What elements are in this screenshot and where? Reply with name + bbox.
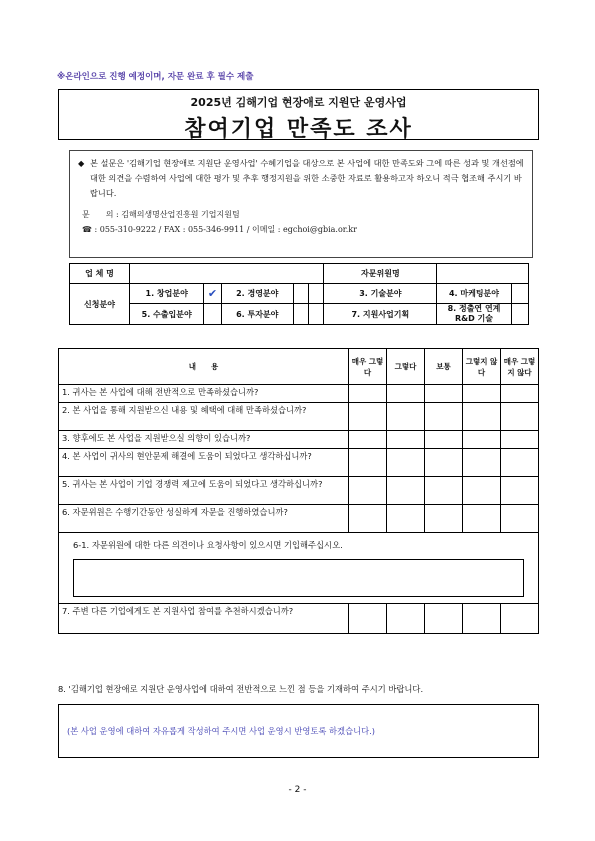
answer-cell[interactable] xyxy=(425,385,463,403)
answer-cell[interactable] xyxy=(349,403,387,431)
answer-cell[interactable] xyxy=(425,403,463,431)
page-title: 참여기업 만족도 조사 xyxy=(184,116,413,142)
advisor-name-input[interactable] xyxy=(437,264,529,284)
contact-line-2: ☎ : 055-310-9222 / FAX : 055-346-9911 / 이메일 : egchoi@gbia.or.kr xyxy=(82,225,357,234)
advisor-name-label: 자문위원명 xyxy=(324,264,437,284)
answer-cell[interactable] xyxy=(463,431,501,449)
answer-cell[interactable] xyxy=(349,449,387,477)
question: 5. 귀사는 본 사업이 기업 경쟁력 제고에 도움이 되었다고 생각하십니까? xyxy=(59,477,349,505)
field-checkbox[interactable] xyxy=(293,304,308,325)
answer-cell[interactable] xyxy=(425,477,463,505)
answer-cell[interactable] xyxy=(387,431,425,449)
spacer-cell xyxy=(309,284,324,304)
q8-label: 8. '김해기업 현장애로 지원단 운영사업에 대하여 전반적으로 느낀 점 등을 기재하여 주시기 바랍니다. xyxy=(58,684,424,694)
content-header: 내 용 xyxy=(59,349,349,385)
field-checkbox[interactable] xyxy=(204,304,221,325)
field-option: 7. 지원사업기획 xyxy=(324,304,437,325)
answer-cell[interactable] xyxy=(501,385,539,403)
answer-cell[interactable] xyxy=(349,385,387,403)
survey-table xyxy=(58,348,539,634)
field-option: 4. 마케팅분야 xyxy=(437,284,511,304)
diamond-bullet-icon: ◆ xyxy=(78,158,85,168)
title-box xyxy=(58,89,539,140)
question: 4. 본 사업이 귀사의 현안문제 해결에 도움이 되었다고 생각하십니까? xyxy=(59,449,349,477)
q8-placeholder: (본 사업 운영에 대하여 자유롭게 작성하여 주시면 사업 운영시 반영토록 하겠습니다.) xyxy=(67,726,375,736)
answer-cell[interactable] xyxy=(425,604,463,634)
answer-cell[interactable] xyxy=(349,604,387,634)
answer-cell[interactable] xyxy=(463,385,501,403)
company-name-label: 업 체 명 xyxy=(70,264,130,284)
answer-cell[interactable] xyxy=(387,385,425,403)
answer-cell[interactable] xyxy=(463,477,501,505)
answer-cell[interactable] xyxy=(463,604,501,634)
question: 7. 주변 다른 기업에게도 본 지원사업 참여를 추천하시겠습니까? xyxy=(59,604,349,634)
page-number: - 2 - xyxy=(288,785,307,795)
answer-cell[interactable] xyxy=(425,505,463,533)
field-checkbox[interactable] xyxy=(511,304,528,325)
spacer-cell xyxy=(309,304,324,325)
question: 6. 자문위원은 수행기간동안 성실하게 자문을 진행하였습니까? xyxy=(59,505,349,533)
field-option: 6. 투자분야 xyxy=(221,304,293,325)
answer-cell[interactable] xyxy=(387,477,425,505)
company-info-table xyxy=(69,263,529,325)
notice-text: ※온라인으로 진행 예정이며, 자문 완료 후 필수 제출 xyxy=(57,72,254,82)
intro-paragraph xyxy=(78,156,524,201)
answer-cell[interactable] xyxy=(501,505,539,533)
question: 3. 향후에도 본 사업을 지원받으실 의향이 있습니까? xyxy=(59,431,349,449)
answer-cell[interactable] xyxy=(463,505,501,533)
answer-cell[interactable] xyxy=(501,604,539,634)
answer-cell[interactable] xyxy=(463,449,501,477)
title-sub: 2025년 김해기업 현장애로 지원단 운영사업 xyxy=(190,96,407,109)
contact-line-1: 문 의 : 김해의생명산업진흥원 기업지원팀 xyxy=(82,210,240,219)
intro-box xyxy=(69,150,533,258)
field-option: 8. 정출연 연계 R&D 기술 xyxy=(437,304,511,325)
field-label: 신청분야 xyxy=(70,284,130,325)
field-option: 5. 수출입분야 xyxy=(130,304,204,325)
field-checkbox[interactable] xyxy=(293,284,308,304)
intro-text: 본 설문은 '김해기업 현장애로 지원단 운영사업' 수혜기업을 대상으로 본 사업에 대한 만족도와 그에 따른 성과 및 개선점에 대한 의견을 수렴하여 사업에 대한 평가 및 추후 행정지원을 위한 소중한 자료로 활용하고자 하오니 적극 협조해 주시기 바랍니다. xyxy=(90,158,524,198)
answer-cell[interactable] xyxy=(501,477,539,505)
answer-cell[interactable] xyxy=(349,505,387,533)
answer-cell[interactable] xyxy=(387,505,425,533)
answer-cell[interactable] xyxy=(387,449,425,477)
question: 2. 본 사업을 통해 지원받으신 내용 및 혜택에 대해 만족하셨습니까? xyxy=(59,403,349,431)
scale-header: 보통 xyxy=(425,349,463,385)
scale-header: 매우 그렇지 않다 xyxy=(501,349,539,385)
q61-label: 6-1. 자문위원에 대한 다른 의견이나 요청사항이 있으시면 기입해주십시오. xyxy=(73,540,343,550)
answer-cell[interactable] xyxy=(501,449,539,477)
question: 1. 귀사는 본 사업에 대해 전반적으로 만족하셨습니까? xyxy=(59,385,349,403)
answer-cell[interactable] xyxy=(387,403,425,431)
q61-cell xyxy=(59,533,539,604)
field-option: 2. 경영분야 xyxy=(221,284,293,304)
scale-header: 그렇지 않다 xyxy=(463,349,501,385)
answer-cell[interactable] xyxy=(425,449,463,477)
answer-cell[interactable] xyxy=(425,431,463,449)
q8-input[interactable] xyxy=(58,704,539,758)
scale-header: 그렇다 xyxy=(387,349,425,385)
scale-header: 매우 그렇다 xyxy=(349,349,387,385)
field-checkbox[interactable] xyxy=(511,284,528,304)
q61-input[interactable] xyxy=(73,559,524,597)
field-option: 3. 기술분야 xyxy=(324,284,437,304)
field-option: 1. 창업분야 xyxy=(130,284,204,304)
answer-cell[interactable] xyxy=(463,403,501,431)
answer-cell[interactable] xyxy=(501,403,539,431)
company-name-input[interactable] xyxy=(130,264,324,284)
field-checkbox[interactable]: ✔ xyxy=(204,284,221,304)
answer-cell[interactable] xyxy=(501,431,539,449)
answer-cell[interactable] xyxy=(387,604,425,634)
answer-cell[interactable] xyxy=(349,477,387,505)
answer-cell[interactable] xyxy=(349,431,387,449)
